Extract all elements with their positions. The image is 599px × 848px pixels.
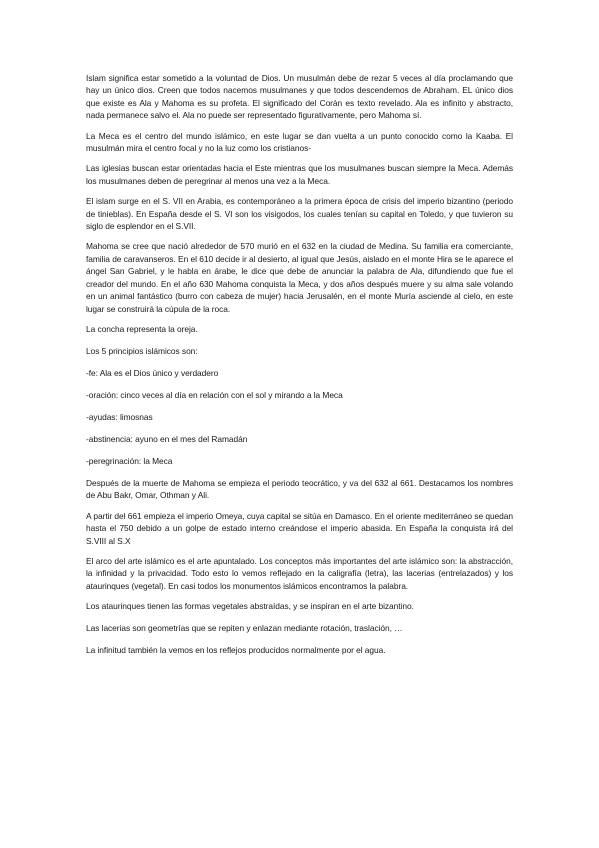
- paragraph-imperio-omeya: A partir del 661 empieza el imperio Omeya, cuya capital se sitúa en Damasco. En el oriente mediterráneo se quedan hasta el 750 debido a un golpe de estado interno creándose el imperio abasida. En España la conquista irá del S.VIII al S.X: [86, 510, 513, 546]
- paragraph-la-meca: La Meca es el centro del mundo islámico, en este lugar se dan vuelta a un punto conocido como la Kaaba. El musulmán mira el centro focal y no la luz como los cristianos-: [86, 130, 513, 154]
- paragraph-concha: La concha representa la oreja.: [86, 323, 198, 334]
- paragraph-arte-islamico: El arco del arte islámico es el arte apuntalado. Los conceptos más importantes del arte islámico son: la abstracción, la infinidad y la privacidad. Todo esto lo vemos reflejado en la caligrafía (letra), las lacerias (entrelazados) y los ataurinques (vegetal). En casi todos los monumentos islámicos encontramos la palabra.: [86, 555, 513, 591]
- list-item-ayudas: -ayudas: limosnas: [86, 411, 153, 422]
- paragraph-principios-heading: Los 5 principios islámicos son:: [86, 345, 198, 356]
- list-item-peregrinacion: -peregrinación: la Meca: [86, 455, 173, 466]
- paragraph-ataurinques: Los ataurinques tienen las formas vegetales abstraídas, y se inspiran en el arte bizantino.: [86, 601, 414, 612]
- paragraph-infinitud: La infinitud también la vemos en los reflejos producidos normalmente por el agua.: [86, 645, 386, 656]
- paragraph-lacerias: Las lacerias son geometrías que se repiten y enlazan mediante rotación, traslación, …: [86, 623, 403, 634]
- paragraph-origen-islam: El islam surge en el S. VII en Arabia, es contemporáneo a la primera época de crisis del imperio bizantino (periodo de tinieblas). En España desde el S. VI son los visigodos, los cuales tenían su capital en Toledo, y que tuvieron su siglo de esplendor en el S.VII.: [86, 196, 513, 232]
- paragraph-mahoma: Mahoma se cree que nació alrededor de 570 murió en el 632 en la ciudad de Medina. Su familia era comerciante, familia de caravanseros. En el 610 decide ir al desierto, al igual que Jesús, aislado en el monte Hira se le aparece el ángel San Gabriel, y le habla en árabe, le dice que debe de anunciar la palabra de Ala, difundiendo que fue el creador del mundo. En el año 630 Mahoma conquista la Meca, y dos años después muere y su alma sale volando en un animal fantástico (burro con cabeza de mujer) hacia Jerusalén, en el monte Muría asciende al cielo, en este lugar se construirá la cúpula de la roca.: [86, 241, 513, 314]
- paragraph-iglesias: Las iglesias buscan estar orientadas hacia el Este mientras que los musulmanes buscan siempre la Meca. Además los musulmanes deben de peregrinar al menos una vez a la Meca.: [86, 163, 513, 186]
- list-item-fe: -fe: Ala es el Dios único y verdadero: [86, 367, 219, 378]
- list-item-abstinencia: -abstinencia: ayuno en el mes del Ramadán: [86, 433, 248, 444]
- paragraph-periodo-teocratico: Después de la muerte de Mahoma se empieza el periodo teocrático, y va del 632 al 661. Destacamos los nombres de Abu Bakr, Omar, Othman y Ali.: [86, 477, 513, 501]
- list-item-oracion: -oración: cinco veces al día en relación con el sol y mirando a la Meca: [86, 389, 343, 400]
- paragraph-islam-definition: Islam significa estar sometido a la voluntad de Dios. Un musulmán debe de rezar 5 veces al día proclamando que hay un único dios. Creen que todos nacemos musulmanes y que todos descendemos de Abraham. EL único dios que existe es Ala y Mahoma es su profeta. El significado del Corán es texto revelado. Ala es infinito y abstracto, nada permanece salvo el. Ala no puede ser representado figurativamente, pero Mahoma sí.: [86, 73, 513, 121]
